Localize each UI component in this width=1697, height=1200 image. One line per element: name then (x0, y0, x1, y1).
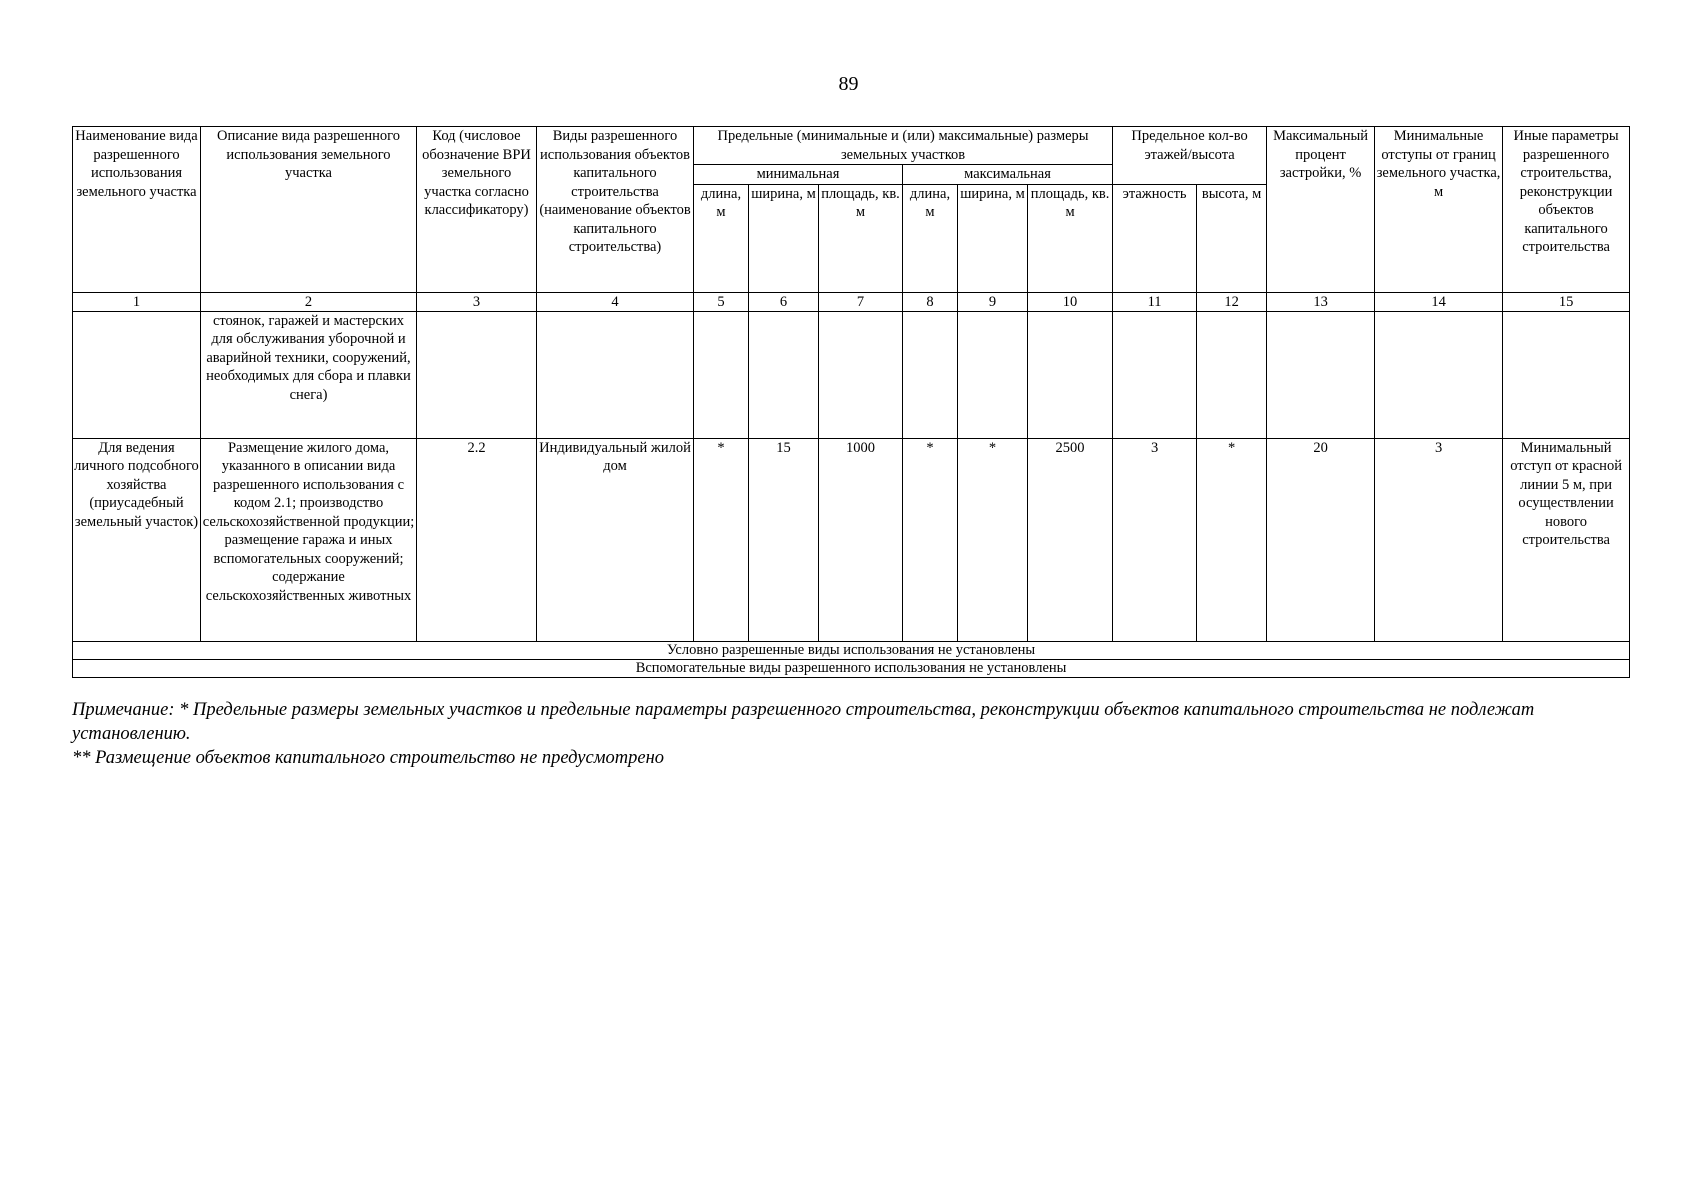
header-cell: этажность (1113, 184, 1197, 292)
conditional-use-row (73, 641, 1630, 659)
header-cell: Виды разрешенного использования объектов капитального строительства (наименование объектов капитального строительства) (537, 127, 694, 293)
column-number: 7 (819, 292, 903, 311)
cell-max-percent (1267, 311, 1375, 438)
footnote-1: Примечание: * Предельные размеры земельных участков и предельные параметры разрешенного строительства, реконструкции объектов капитального строительства не подлежат установлению. (72, 700, 1535, 744)
cell-max-width: * (958, 438, 1028, 641)
header-cell: Предельные (минимальные и (или) максимальные) размеры земельных участков (694, 127, 1113, 165)
cell-max-area (1028, 311, 1113, 438)
cell-code: 2.2 (417, 438, 537, 641)
header-cell: ширина, м (749, 184, 819, 292)
table-row (73, 438, 1630, 641)
cell-description: Размещение жилого дома, указанного в описании вида разрешенного использования с кодом 2.1; производство сельскохозяйственной продукции; размещение гаража и иных вспомогательных сооружений; содержание сельскохозяйственных животных (201, 438, 417, 641)
column-number: 2 (201, 292, 417, 311)
header-cell: Иные параметры разрешенного строительства, реконструкции объектов капитального строительства (1503, 127, 1630, 293)
cell-min-width: 15 (749, 438, 819, 641)
auxiliary-use-row (73, 659, 1630, 677)
cell-oks: Индивидуальный жилой дом (537, 438, 694, 641)
cell-min-width (749, 311, 819, 438)
header-cell: длина, м (903, 184, 958, 292)
cell-min-area (819, 311, 903, 438)
column-number: 9 (958, 292, 1028, 311)
header-cell: Минимальные отступы от границ земельного участка, м (1375, 127, 1503, 293)
header-cell: площадь, кв. м (1028, 184, 1113, 292)
column-number: 1 (73, 292, 201, 311)
column-number: 15 (1503, 292, 1630, 311)
column-number: 10 (1028, 292, 1113, 311)
column-number: 12 (1197, 292, 1267, 311)
header-cell: длина, м (694, 184, 749, 292)
cell-min-length: * (694, 438, 749, 641)
cell-height: * (1197, 438, 1267, 641)
cell-max-percent: 20 (1267, 438, 1375, 641)
column-number: 4 (537, 292, 694, 311)
header-cell: Наименование вида разрешенного использования земельного участка (73, 127, 201, 293)
cell-floors: 3 (1113, 438, 1197, 641)
column-number: 14 (1375, 292, 1503, 311)
cell-max-width (958, 311, 1028, 438)
header-cell: Максимальный процент застройки, % (1267, 127, 1375, 293)
cell-height (1197, 311, 1267, 438)
header-cell: Описание вида разрешенного использования земельного участка (201, 127, 417, 293)
cell-min-setback (1375, 311, 1503, 438)
header-cell: ширина, м (958, 184, 1028, 292)
cell-max-length: * (903, 438, 958, 641)
land-use-table (72, 126, 1630, 678)
cell-max-length (903, 311, 958, 438)
cell-max-area: 2500 (1028, 438, 1113, 641)
cell-oks (537, 311, 694, 438)
cell-description: стоянок, гаражей и мастерских для обслуживания уборочной и аварийной техники, сооружений, необходимых для сбора и плавки снега) (201, 311, 417, 438)
cell-floors (1113, 311, 1197, 438)
column-number: 13 (1267, 292, 1375, 311)
auxiliary-use-note: Вспомогательные виды разрешенного использования не установлены (73, 659, 1630, 677)
cell-code (417, 311, 537, 438)
cell-other (1503, 311, 1630, 438)
cell-min-area: 1000 (819, 438, 903, 641)
column-number-row (73, 292, 1630, 311)
footnote-2: ** Размещение объектов капитального строительство не предусмотрено (72, 748, 665, 768)
column-number: 5 (694, 292, 749, 311)
header-cell: площадь, кв. м (819, 184, 903, 292)
column-number: 6 (749, 292, 819, 311)
cell-min-setback: 3 (1375, 438, 1503, 641)
header-cell: минимальная (694, 165, 903, 185)
header-row-1 (73, 127, 1630, 165)
table-row (73, 311, 1630, 438)
column-number: 11 (1113, 292, 1197, 311)
header-cell: высота, м (1197, 184, 1267, 292)
header-cell: Код (числовое обозначение ВРИ земельного участка согласно классификатору) (417, 127, 537, 293)
cell-name (73, 311, 201, 438)
header-cell: Предельное кол-во этажей/высота (1113, 127, 1267, 185)
cell-min-length (694, 311, 749, 438)
page-number: 89 (838, 73, 859, 95)
column-number: 3 (417, 292, 537, 311)
cell-name: Для ведения личного подсобного хозяйства (приусадебный земельный участок) (73, 438, 201, 641)
conditional-use-note: Условно разрешенные виды использования не установлены (73, 641, 1630, 659)
column-number: 8 (903, 292, 958, 311)
cell-other: Минимальный отступ от красной линии 5 м, при осуществлении нового строительства (1503, 438, 1630, 641)
header-cell: максимальная (903, 165, 1113, 185)
